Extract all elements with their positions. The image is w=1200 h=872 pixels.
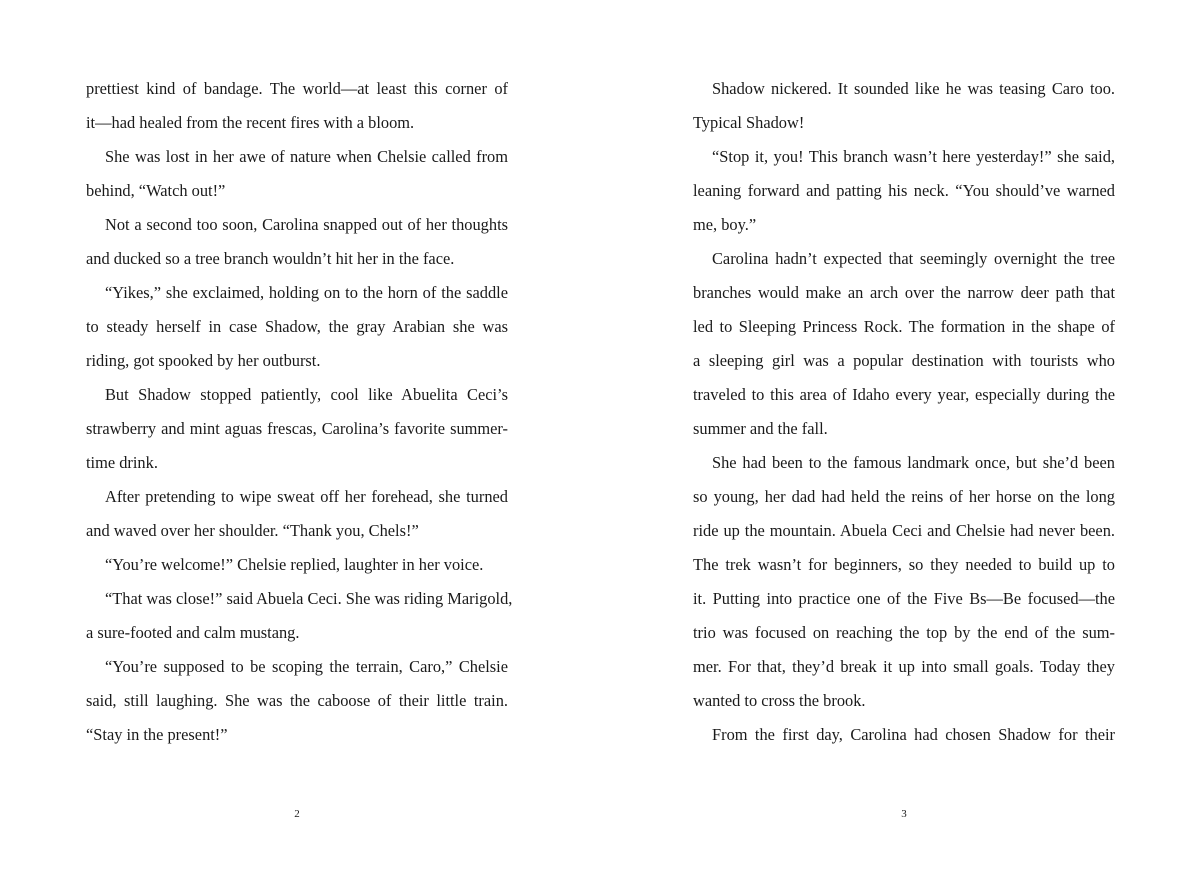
text-line: leaning forward and patting his neck. “You should’ve warned [693,181,1115,200]
text-line: Typical Shadow! [693,113,805,132]
text-line: it—had healed from the recent fires with a bloom. [86,113,415,132]
text-line: Not a second too soon, Carolina snapped out of her thoughts [105,215,508,234]
left-page [86,72,513,752]
text-line: Carolina hadn’t expected that seemingly overnight the tree [712,249,1115,268]
right-page-number: 3 [901,808,907,820]
text-line: said, still laughing. She was the caboose of their little train. [86,691,508,710]
text-line: wanted to cross the brook. [693,691,866,710]
text-line: and waved over her shoulder. “Thank you, Chels!” [86,521,419,540]
left-page-number: 2 [294,808,300,820]
text-line: “Yikes,” she exclaimed, holding on to the horn of the saddle [105,283,508,302]
text-line: “You’re welcome!” Chelsie replied, laughter in her voice. [105,555,484,574]
right-page-text [693,72,1115,752]
text-line: a sleeping girl was a popular destination with tourists who [693,351,1115,370]
text-line: “Stop it, you! This branch wasn’t here yesterday!” she said, [712,147,1115,166]
text-line: She had been to the famous landmark once, but she’d been [712,453,1115,472]
text-line: branches would make an arch over the narrow deer path that [693,283,1115,302]
text-line: “Stay in the present!” [86,725,228,744]
text-line: a sure-footed and calm mustang. [86,623,300,642]
text-line: Shadow nickered. It sounded like he was teasing Caro too. [712,79,1115,98]
text-line: From the first day, Carolina had chosen Shadow for their [712,725,1115,744]
text-line: prettiest kind of bandage. The world—at least this corner of [86,79,508,98]
text-line: summer and the fall. [693,419,828,438]
text-line: behind, “Watch out!” [86,181,226,200]
text-line: After pretending to wipe sweat off her forehead, she turned [105,487,508,506]
text-line: But Shadow stopped patiently, cool like Abuelita Ceci’s [105,385,508,404]
text-line: The trek wasn’t for beginners, so they needed to build up to [693,555,1115,574]
text-line: trio was focused on reaching the top by the end of the sum- [693,623,1115,642]
text-line: and ducked so a tree branch wouldn’t hit her in the face. [86,249,455,268]
left-page-text [86,72,513,752]
text-line: it. Putting into practice one of the Five Bs—Be focused—the [693,589,1115,608]
text-line: led to Sleeping Princess Rock. The formation in the shape of [693,317,1115,336]
text-line: ride up the mountain. Abuela Ceci and Chelsie had never been. [693,521,1115,540]
text-line: “You’re supposed to be scoping the terrain, Caro,” Chelsie [105,657,508,676]
text-line: so young, her dad had held the reins of her horse on the long [693,487,1115,506]
text-line: “That was close!” said Abuela Ceci. She was riding Marigold, [105,589,513,608]
text-line: time drink. [86,453,158,472]
text-line: to steady herself in case Shadow, the gray Arabian she was [86,317,508,336]
text-line: strawberry and mint aguas frescas, Carolina’s favorite summer- [86,419,508,438]
text-line: She was lost in her awe of nature when Chelsie called from [105,147,508,166]
text-line: mer. For that, they’d break it up into small goals. Today they [693,657,1115,676]
text-line: traveled to this area of Idaho every year, especially during the [693,385,1115,404]
text-line: riding, got spooked by her outburst. [86,351,321,370]
right-page [693,72,1115,752]
text-line: me, boy.” [693,215,757,234]
